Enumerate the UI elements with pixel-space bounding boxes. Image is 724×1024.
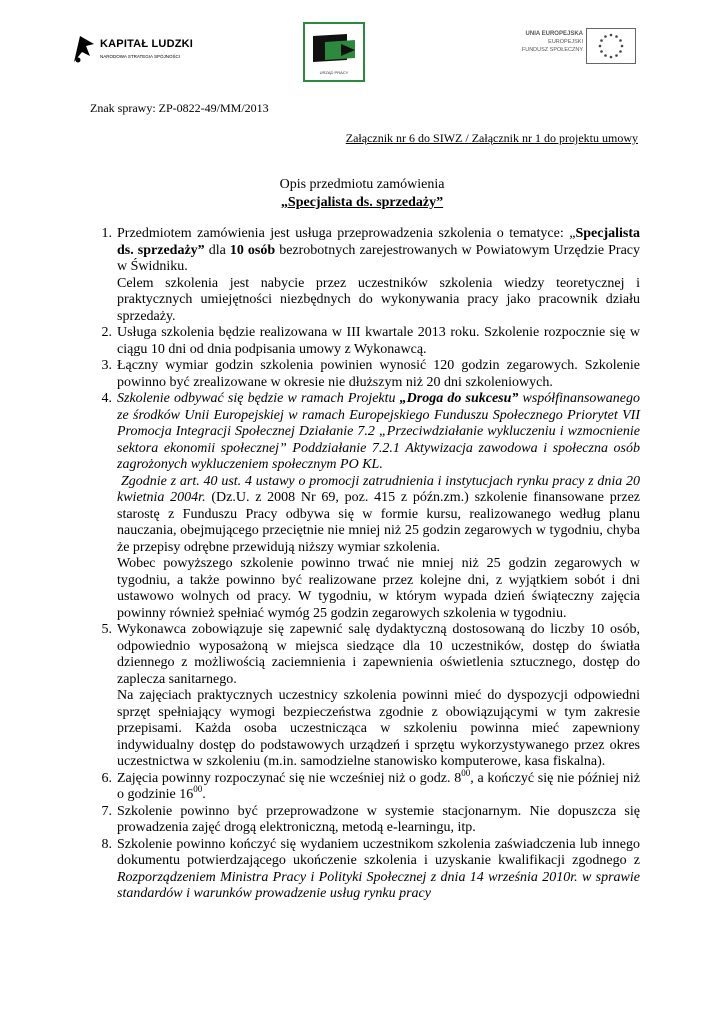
list-item	[90, 226, 640, 325]
item-paragraph: Celem szkolenia jest nabycie przez uczestników szkolenia wiedzy teoretycznej i praktycznych umiejętności niezbędnych do wykonywania pracy jako pracownik działu sprzedaży.	[117, 275, 640, 324]
item-paragraph: Łączny wymiar godzin szkolenia powinien wynosić 120 godzin zegarowych. Szkolenie powinno być zrealizowane w okresie nie dłuższym niż 20 dni szkoleniowych.	[117, 358, 640, 390]
text-run: .	[202, 787, 206, 802]
item-number: 4.	[101, 391, 112, 406]
list-item	[90, 391, 640, 622]
eu-logo-text	[508, 30, 583, 54]
eu-logo	[508, 28, 638, 66]
item-paragraph: Usługa szkolenia będzie realizowana w III kwartale 2013 roku. Szkolenie rozpocznie się w ciągu 10 dni od dnia podpisania umowy z Wykonawcą.	[117, 325, 640, 357]
kapital-ludzki-logo	[72, 30, 192, 74]
superscript: 00	[461, 767, 471, 778]
attachment-note: Załącznik nr 6 do SIWZ / Załącznik nr 1 do projektu umowy	[345, 131, 638, 145]
eu-logo-line2: EUROPEJSKI	[548, 39, 583, 45]
legal-citation: Zgodnie z art. 40 ust. 4 ustawy o promocji zatrudnienia i instytucjach rynku pracy z dnia 20 kwietnia 2004r.	[117, 473, 640, 505]
requirements-list	[90, 226, 640, 903]
text-run: bezrobotnych zarejestrowanych w Powiatowym Urzędzie Pracy w Świdniku.	[117, 242, 640, 274]
list-item	[90, 837, 640, 903]
item-paragraph: Szkolenie powinno być przeprowadzone w systemie stacjonarnym. Nie dopuszcza się prowadzenia zajęć drogą elektroniczną, metodą e-learningu, itp.	[117, 803, 640, 835]
list-item	[90, 767, 640, 804]
header-logos	[0, 22, 724, 82]
text-run: Szkolenie odbywać się będzie w ramach Projektu	[117, 391, 400, 406]
item-number: 3.	[101, 358, 112, 373]
participant-count: 10 osób	[229, 242, 276, 258]
title-line1: Opis przedmiotu zamówienia	[279, 177, 445, 192]
superscript: 00	[193, 784, 203, 794]
item-paragraph: Wobec powyższego szkolenie powinno trwać nie mniej niż 25 godzin zegarowych w tygodniu, a także powinno być realizowane przez kolejne dni, z wyjątkiem sobót i dni ustawowo wolnych od pracy. W tygodniu, w którym wypada dzień świąteczny zajęcia powinny również spełniać wymóg 25 godzin zegarowych szkolenia w tygodniu.	[117, 556, 640, 621]
text-run: Szkolenie powinno kończyć się wydaniem uczestnikom szkolenia zaświadczenia lub innego dokumentu potwierdzającego ukończenie szkolenia i uzyskanie kwalifikacji zgodnego z	[117, 836, 640, 868]
item-paragraph	[117, 391, 640, 474]
item-number: 1.	[101, 226, 112, 241]
kl-flag-icon	[72, 34, 96, 64]
urzad-pracy-logo	[303, 22, 365, 84]
item-number: 2.	[101, 325, 112, 340]
item-paragraph: Na zajęciach praktycznych uczestnicy szkolenia powinni mieć do dyspozycji odpowiedni sprzęt spełniający wymogi bezpieczeństwa zgodnie z obowiązującymi w tym zakresie przepisami. Każda osoba uczestnicząca w szkoleniu powinna mieć zapewniony indywidualny dostęp do podstawowych urządzeń i sprzętu wykorzystywanego przez okres uczestnictwa w szkoleniu (m.in. samodzielne stanowisko komputerowe, kasa fiskalna).	[117, 688, 640, 769]
list-item	[90, 358, 640, 391]
case-number: Znak sprawy: ZP-0822-49/MM/2013	[90, 101, 269, 115]
eu-logo-line1: UNIA EUROPEJSKA	[525, 31, 583, 37]
eu-flag-icon	[586, 28, 636, 64]
item-number: 7.	[101, 803, 112, 819]
eu-logo-line3: FUNDUSZ SPOŁECZNY	[521, 47, 583, 53]
text-run: dla	[204, 242, 230, 258]
project-name: „Droga do sukcesu”	[399, 391, 519, 406]
item-number: 5.	[101, 622, 112, 637]
text-run: Zajęcia powinny rozpoczynać się nie wcześniej niż o godz. 8	[117, 770, 462, 786]
item-paragraph	[117, 837, 640, 903]
text-run: , a kończyć się nie później niż o godzinie 16	[117, 770, 640, 802]
regulation-citation: Rozporządzeniem Ministra Pracy i Polityki Społecznej z dnia 14 września 2010r. w sprawie standardów i warunków prowadzenie usług rynku pracy	[117, 869, 640, 901]
item-number: 8.	[101, 836, 112, 852]
text-run: (Dz.U. z 2008 Nr 69, poz. 415 z późn.zm.) szkolenie finansowane przez starostę z Funduszu Pracy odbywa się w formie kursu, realizowanego według planu nauczania, obejmującego przeciętnie nie mniej niż 25 godzin zegarowych w tygodniu, chyba że przepisy odrębne przewidują niższy wymiar szkolenia.	[117, 490, 640, 555]
item-paragraph	[117, 767, 640, 804]
kl-logo-title: KAPITAŁ LUDZKI	[100, 38, 194, 50]
item-paragraph: Wykonawca zobowiązuje się zapewnić salę dydaktyczną dostosowaną do liczby 10 osób, odpowiednio wyposażoną w miejsca siedzące dla 10 uczestników, dostęp do światła dziennego z możliwością zaciemnienia i zapewnienia oświetlenia sztucznego, dostęp do zaplecza sanitarnego.	[117, 622, 640, 687]
document-title	[0, 176, 724, 212]
list-item	[90, 622, 640, 771]
list-item	[90, 804, 640, 837]
text-run: współfinansowanego ze środków Unii Europejskiej w ramach Europejskiego Funduszu Społecznego Priorytet VII Promocja Integracji Społecznej Działanie 7.2 „Przeciwdziałanie wykluczeniu i wzmocnienie sektora ekonomii społecznej” Poddziałanie 7.2.1 Aktywizacja zawodowa i społeczna osób zagrożonych wykluczeniem społecznym PO KL.	[117, 391, 640, 472]
list-item	[90, 325, 640, 358]
text-run: Przedmiotem zamówienia jest usługa przeprowadzenia szkolenia o tematyce: „	[117, 226, 576, 241]
item-number: 6.	[101, 770, 112, 786]
up-logo-label: URZĄD PRACY	[319, 70, 349, 75]
kl-logo-subtitle: NARODOWA STRATEGIA SPÓJNOŚCI	[100, 54, 181, 59]
item-paragraph	[117, 474, 640, 557]
course-name: Specjalista ds. sprzedaży”	[117, 226, 640, 258]
item-paragraph	[117, 226, 640, 276]
title-line2: „Specjalista ds. sprzedaży”	[280, 195, 444, 210]
